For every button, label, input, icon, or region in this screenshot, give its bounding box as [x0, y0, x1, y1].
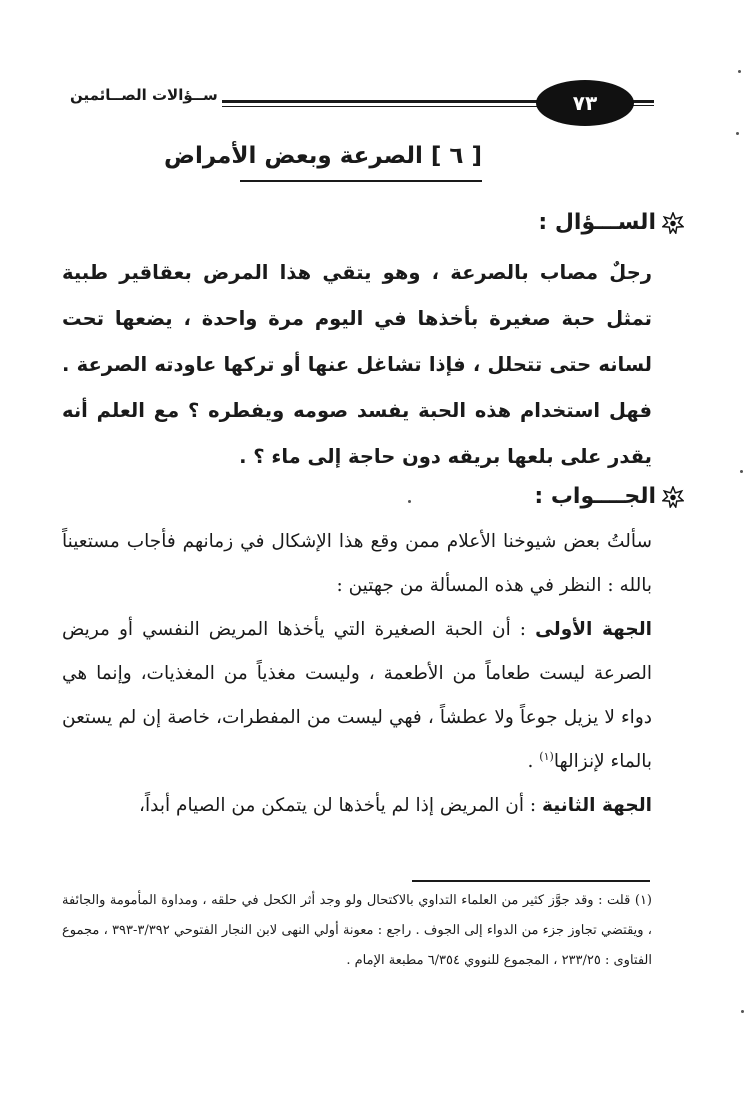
star-ornament-icon — [662, 212, 684, 234]
star-ornament-icon — [662, 486, 684, 508]
answer-heading — [534, 484, 684, 509]
answer-aspect-1 — [62, 608, 652, 784]
footnote-rule — [412, 880, 650, 882]
page-number: ٧٣ — [536, 80, 634, 126]
scan-speck — [740, 470, 743, 473]
question-label: الســـؤال : — [538, 210, 656, 235]
footnote: (١) قلت : وقد جوَّز كثير من العلماء التداوي بالاكتحال ولو وجد أثر الكحل في حلقه ، ومداوة المأمومة والجائفة ، ويقتضي تجاوز جزء من الدواء إلى الجوف . راجع : معونة أولي النهى لابن النجار الفتوحي ٣/٣٩٢-٣٩٣ ، مجموع الفتاوى : ٢٣٣/٢٥ ، المجموع للنووي ٦/٣٥٤ مطبعة الإمام . — [62, 893, 652, 968]
scan-speck — [736, 132, 739, 135]
scan-speck — [408, 500, 411, 503]
answer-intro: سألتُ بعض شيوخنا الأعلام ممن وقع هذا الإشكال في زمانهم فأجاب مستعيناً بالله : النظر في هذه المسألة من جهتين : — [62, 531, 652, 596]
scan-speck — [741, 1010, 744, 1013]
answer-label: الجــــواب : — [534, 484, 656, 509]
aspect-2-text: : أن المريض إذا لم يأخذها لن يتمكن من الصيام أبداً، — [139, 795, 537, 816]
header-rule-left — [222, 100, 540, 103]
question-heading — [538, 210, 684, 235]
footnote-ref: (١) — [539, 749, 554, 763]
aspect-1-text: : أن الحبة الصغيرة التي يأخذها المريض النفسي أو مريض الصرعة ليست طعاماً من الأطعمة ، وليست مغذياً من المغذيات، وإنما هي دواء لا يزيل جوعاً ولا عطشاً ، فهي ليست من المفطرات، خاصة إن لم يستعن بالماء لإنزالها — [62, 619, 652, 772]
aspect-1-label: الجهة الأولى — [535, 619, 652, 640]
running-title: ســؤالات الصــائمين — [70, 86, 218, 104]
chapter-title: [ ٦ ] الصرعة وبعض الأمراض — [240, 138, 482, 182]
question-text: رجلٌ مصاب بالصرعة ، وهو يتقي هذا المرض بعقاقير طبية تمثل حبة صغيرة بأخذها في اليوم مرة واحدة ، يضعها تحت لسانه حتى تتحلل ، فإذا تشاغل عنها أو تركها عاودته الصرعة . فهل استخدام هذه الحبة يفسد صومه ويفطره ؟ مع العلم أنه يقدر على بلعها بريقه دون حاجة إلى ماء ؟ . — [62, 261, 652, 468]
header-rule-left-thin — [222, 106, 540, 107]
aspect-2-label: الجهة الثانية — [542, 795, 652, 816]
answer-aspect-2 — [62, 784, 652, 828]
scan-speck — [738, 70, 741, 73]
aspect-1-end: . — [527, 751, 540, 772]
